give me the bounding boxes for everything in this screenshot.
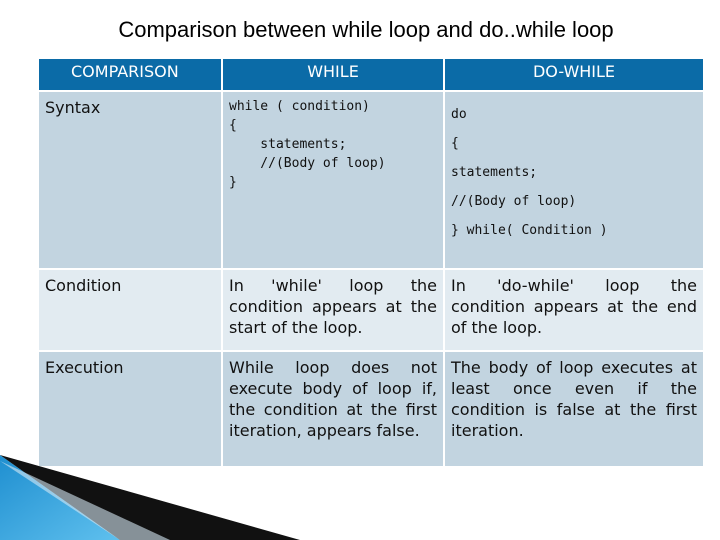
syntax-do-while-cell: [444, 91, 704, 269]
condition-label: Condition: [38, 269, 222, 351]
table-row-execution: [38, 351, 704, 467]
table-row-syntax: [38, 91, 704, 269]
table-header-row: [38, 58, 704, 91]
comparison-table: [37, 57, 705, 468]
do-while-line: } while( Condition ): [451, 223, 608, 238]
condition-while-text: In 'while' loop the condition appears at the start of the loop.: [222, 269, 444, 351]
execution-label: Execution: [38, 351, 222, 467]
header-do-while: DO-WHILE: [444, 58, 704, 91]
while-syntax-code: while ( condition) { statements; //(Body of loop) }: [229, 99, 386, 190]
do-while-line: do: [451, 107, 467, 122]
syntax-while-cell: [222, 91, 444, 269]
do-while-line: {: [451, 136, 459, 151]
table-row-condition: [38, 269, 704, 351]
condition-do-while-text: In 'do-while' loop the condition appears at the end of the loop.: [444, 269, 704, 351]
do-while-line: //(Body of loop): [451, 194, 577, 209]
do-while-syntax-code: [451, 100, 697, 245]
execution-while-text: While loop does not execute body of loop if, the condition at the first iteration, appears false.: [222, 351, 444, 467]
syntax-label: Syntax: [38, 91, 222, 269]
execution-do-while-text: The body of loop executes at least once even if the condition is false at the first iteration.: [444, 351, 704, 467]
header-comparison: COMPARISON: [38, 58, 222, 91]
decorative-swoosh: [0, 455, 300, 540]
do-while-line: statements;: [451, 165, 538, 180]
header-while: WHILE: [222, 58, 444, 91]
slide-title: Comparison between while loop and do..while loop: [118, 17, 614, 42]
